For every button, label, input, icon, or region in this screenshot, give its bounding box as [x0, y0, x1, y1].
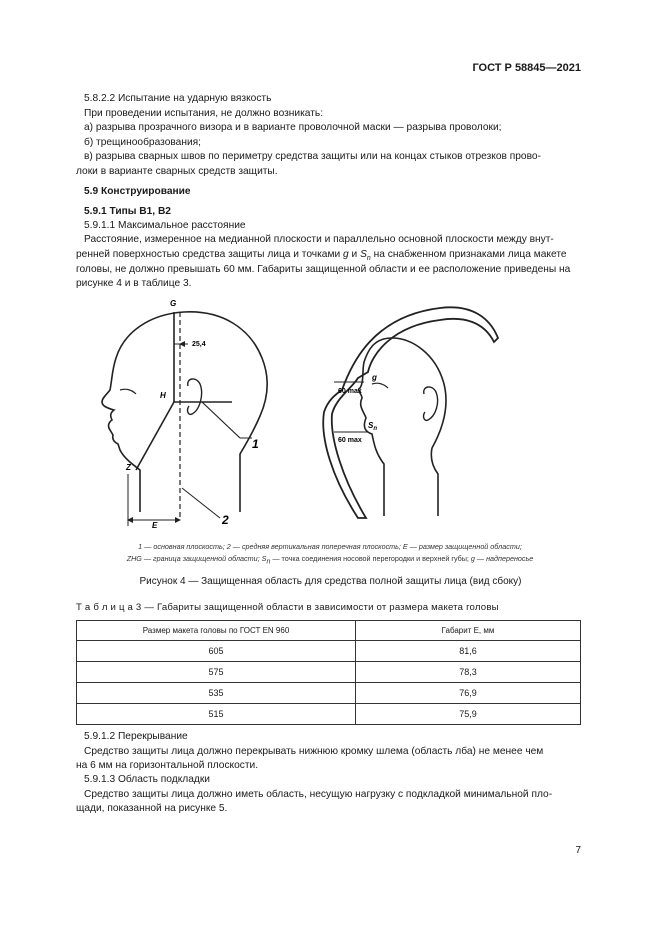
section-heading-591: 5.9.1 Типы В1, В2 — [84, 206, 171, 217]
paragraph-line4: рисунке 4 и в таблице 3. — [76, 278, 192, 289]
table-3 — [76, 620, 581, 725]
figure-legend-line2: ZHG — граница защищенной области; $S_n$ — точка соединения носовой перегородки и верхней губы; g — надпереносье — [126, 554, 534, 566]
symbol-g: g — [343, 249, 349, 260]
paragraph-5913-line2: щади, показанной на рисунке 5. — [76, 803, 228, 814]
label-Sn: $S_n$ — [368, 421, 378, 432]
table-row — [77, 704, 581, 725]
label-1: 1 — [252, 437, 259, 451]
cell-size: 605 — [77, 641, 356, 662]
label-Z: Z — [126, 463, 131, 472]
table-title: Т а б л и ц а 3 — Габариты защищенной области в зависимости от размера макета головы — [76, 602, 499, 613]
label-G: G — [170, 299, 177, 308]
label-g: g — [372, 373, 377, 382]
figure-4-head-diagram — [92, 298, 562, 536]
figure-caption: Рисунок 4 — Защищенная область для средства полной защиты лица (вид сбоку) — [139, 576, 522, 587]
right-eye — [372, 383, 388, 388]
cell-size: 515 — [77, 704, 356, 725]
paragraph-5912-line2: на 6 мм на горизонтальной плоскости. — [76, 760, 259, 771]
section-heading-5822: 5.8.2.2 Испытание на ударную вязкость — [84, 93, 272, 104]
page-number: 7 — [575, 845, 581, 856]
list-item-c-line2: локи в варианте сварных средств защиты. — [76, 166, 278, 177]
paragraph-line3: головы, не должно превышать 60 мм. Габариты защищенной области и ее расположение приведены на — [76, 264, 571, 275]
cell-e: 75,9 — [356, 704, 581, 725]
list-item-c-line1: в) разрыва сварных швов по периметру средства защиты или на концах стыков отрезков прово- — [84, 151, 541, 162]
left-ear — [188, 379, 202, 414]
list-item-a: а) разрыва прозрачного визора и в варианте проволочной маски — разрыва проволоки; — [84, 122, 502, 133]
right-ear — [424, 387, 438, 420]
section-heading-5913: 5.9.1.3 Область подкладки — [84, 774, 210, 785]
cell-e: 76,9 — [356, 683, 581, 704]
label-E: E — [152, 521, 158, 530]
label-60max-top: 60 max — [338, 388, 362, 395]
label-2: 2 — [222, 513, 229, 527]
cell-e: 78,3 — [356, 662, 581, 683]
paragraph-5912-line1: Средство защиты лица должно перекрывать нижнюю кромку шлема (область лба) не менее чем — [84, 746, 544, 757]
cell-size: 535 — [77, 683, 356, 704]
face-shield — [323, 307, 498, 518]
label-60max-bottom: 60 max — [338, 437, 362, 444]
paragraph-5913-line1: Средство защиты лица должно иметь область, несущую нагрузку с подкладкой минимальной пло- — [84, 789, 553, 800]
table-header-size: Размер макета головы по ГОСТ EN 960 — [77, 621, 356, 641]
table-header-e: Габарит E, мм — [356, 621, 581, 641]
cell-e: 81,6 — [356, 641, 581, 662]
label-dim-25-4: 25,4 — [192, 341, 206, 348]
table-row — [77, 662, 581, 683]
table-row — [77, 641, 581, 662]
left-head-outline — [102, 312, 267, 512]
symbol-sn: $S_n$ — [360, 249, 371, 263]
paragraph-line1: Расстояние, измеренное на медианной плоскости и параллельно основной плоскости между внут- — [84, 234, 554, 245]
cell-size: 575 — [77, 662, 356, 683]
section-heading-5911: 5.9.1.1 Максимальное расстояние — [84, 220, 246, 231]
paragraph-intro: При проведении испытания, не должно возникать: — [84, 108, 324, 119]
left-eye — [120, 389, 136, 394]
list-item-b: б) трещинообразования; — [84, 137, 201, 148]
paragraph-line2: ренней поверхностью средства защиты лица и точками g и $S_n$ на снабженном признаками лица макете — [76, 249, 567, 263]
table-header-row — [77, 621, 581, 641]
section-heading-5912: 5.9.1.2 Перекрывание — [84, 731, 188, 742]
label-H: H — [160, 391, 166, 400]
table-row — [77, 683, 581, 704]
figure-legend-line1: 1 — основная плоскость; 2 — средняя вертикальная поперечная плоскость; E — размер защищенной области; — [138, 542, 522, 551]
standard-number: ГОСТ Р 58845—2021 — [472, 62, 581, 74]
section-heading-59: 5.9 Конструирование — [84, 186, 191, 197]
